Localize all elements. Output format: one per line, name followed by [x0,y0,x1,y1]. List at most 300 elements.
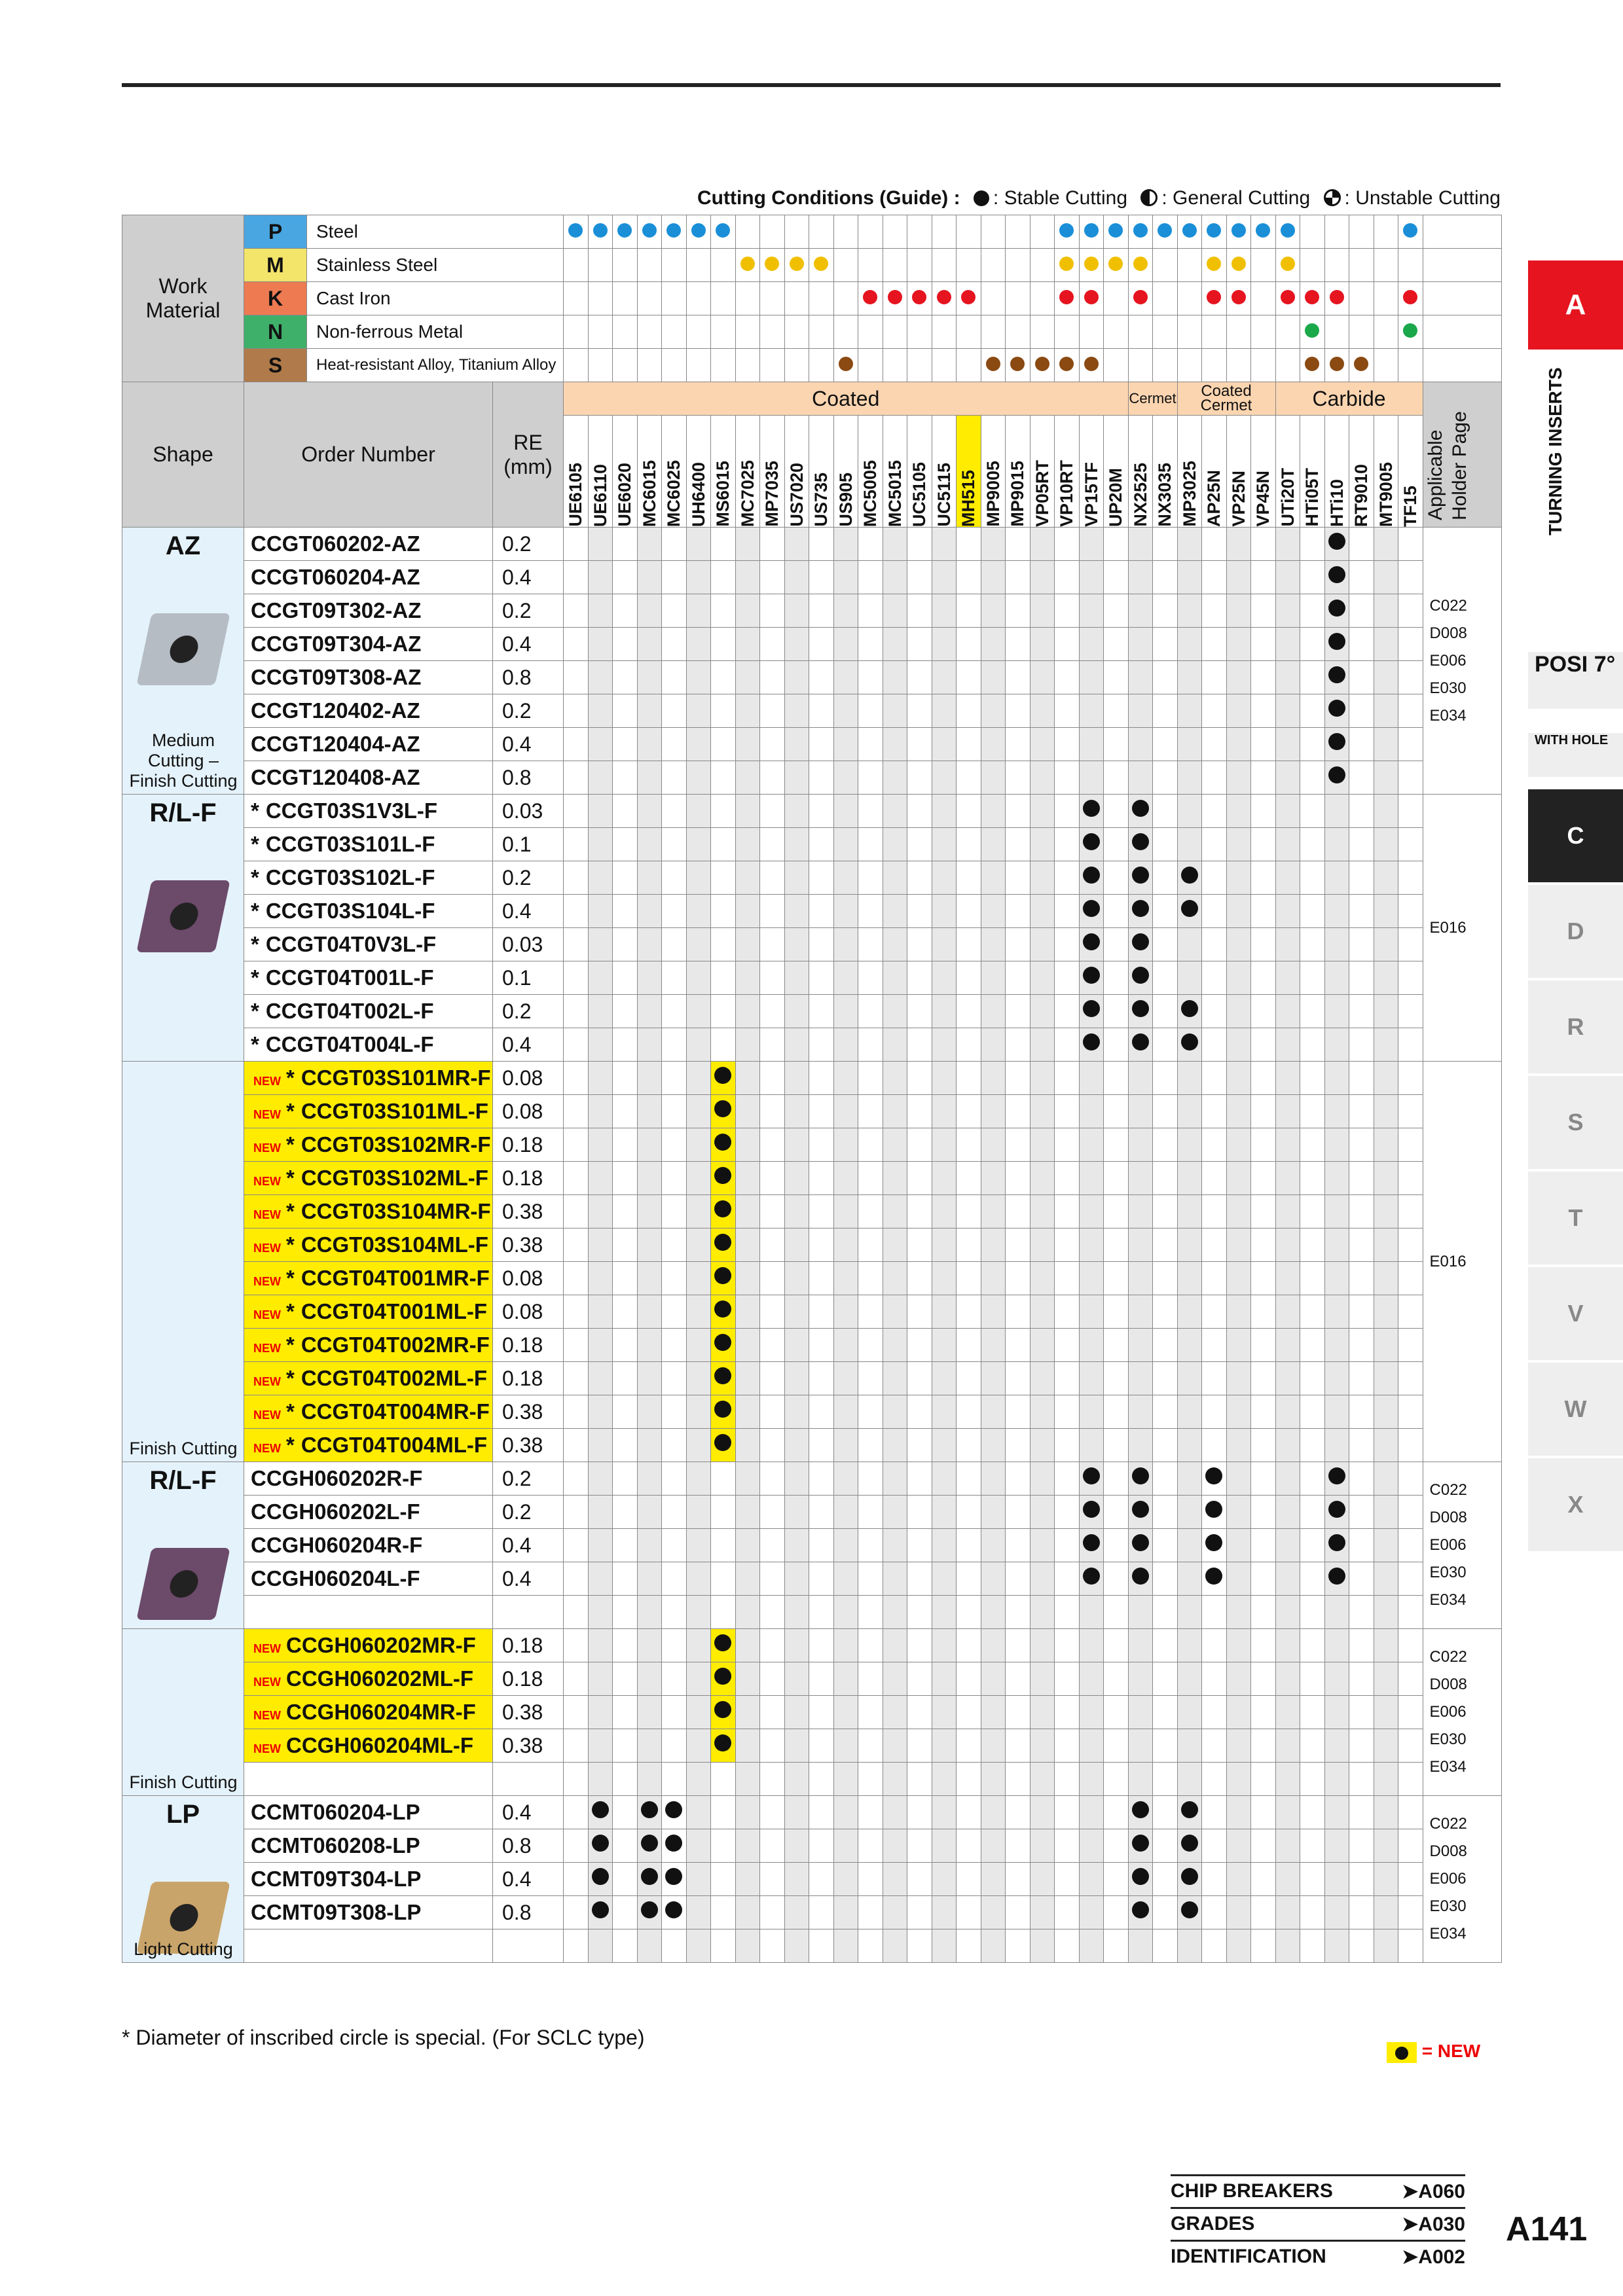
grade-cell [1275,1763,1300,1796]
grade-cell [858,728,883,761]
order-number[interactable]: CCGT03S102MR-F [301,1132,491,1157]
grade-cell [981,1529,1006,1562]
tab-shape-c[interactable]: C [1528,789,1623,884]
grade-cell [833,528,858,561]
material-grade-cell [735,282,760,315]
tab-shape-r[interactable]: R [1528,980,1623,1075]
grade-cell [686,1329,711,1362]
grade-cell [1128,1429,1153,1462]
stable-dot-icon [1132,900,1149,917]
stable-dot-icon [1083,1501,1100,1518]
material-grade-cell [1398,249,1423,282]
grade-cell [686,961,711,995]
grade-cell [883,728,907,761]
order-number[interactable]: CCGT120408-AZ [251,765,420,789]
grade-cell [1324,828,1349,861]
reference-link[interactable] [1171,2174,1465,2207]
grade-cell [1079,1128,1104,1162]
material-grade-cell [1202,282,1227,315]
order-number[interactable]: CCGT03S102ML-F [301,1166,488,1190]
grade-cell [809,1496,834,1529]
order-number[interactable]: CCGT03S102L-F [265,865,435,889]
order-number[interactable]: CCMT09T308-LP [251,1900,422,1924]
material-grade-cell [564,215,589,249]
grade-cell [1349,1829,1374,1863]
grade-cell [1275,761,1300,795]
order-number[interactable]: CCGT04T004MR-F [301,1399,490,1424]
grade-cell [858,1095,883,1128]
grade-cell [1079,1262,1104,1295]
grade-cell [932,1863,957,1896]
grade-cell [564,861,589,895]
grade-cell [1349,861,1374,895]
table-row [122,995,1502,1028]
re-value: 0.4 [493,561,564,594]
grade-cell [564,594,589,628]
grade-cell [637,1429,662,1462]
grade-cell [784,1662,809,1696]
grade-cell [809,1262,834,1295]
grade-cell [1177,1629,1202,1662]
grade-cell [932,928,957,961]
grade-cell [957,1462,981,1496]
grade-cell [1104,1929,1129,1963]
grade-cell [1324,1829,1349,1863]
material-grade-cell [858,315,883,349]
grade-cell [1079,828,1104,861]
grade-cell [1030,1062,1055,1095]
grade-cell [957,861,981,895]
tab-posi[interactable]: POSI 7° [1528,652,1623,711]
order-number[interactable]: CCMT060204-LP [251,1800,420,1824]
order-number[interactable]: CCGT04T001MR-F [301,1266,490,1290]
material-grade-cell [809,315,834,349]
grade-cell [1128,1362,1153,1395]
order-number[interactable]: CCMT09T304-LP [251,1867,422,1891]
grade-cell [1006,1829,1030,1863]
grade-cell [1226,1462,1251,1496]
order-number[interactable]: CCGT04T001ML-F [301,1299,488,1323]
order-number[interactable]: CCGH060204ML-F [286,1733,474,1757]
special-star: * [251,832,259,856]
grade-cell [1055,1362,1080,1395]
order-number[interactable]: CCGT04T002L-F [265,999,434,1023]
tab-shape-d[interactable]: D [1528,885,1623,980]
grade-cell [1275,1395,1300,1429]
grade-cell [637,1629,662,1662]
grade-cell [833,1262,858,1295]
grade-cell [1226,1128,1251,1162]
grade-cell [1398,1496,1423,1529]
grade-cell [1398,761,1423,795]
grade-cell [564,561,589,594]
grade-cell [1251,661,1276,694]
grade-cell [957,828,981,861]
grade-cell [1128,1295,1153,1329]
table-row [122,1462,1502,1496]
order-number[interactable]: CCGT04T001L-F [265,965,434,990]
material-dot-icon [1256,223,1270,238]
grade-cell [1349,728,1374,761]
order-number[interactable]: CCGT09T302-AZ [251,598,422,622]
grade-cell [1128,1229,1153,1262]
grade-cell [1030,1462,1055,1496]
grade-cell [1251,728,1276,761]
grade-cell [1104,661,1129,694]
grade-cell [981,1829,1006,1863]
grade-cell [711,1028,736,1062]
grade-cell [735,1028,760,1062]
grade-header [1030,416,1055,528]
re-value: 0.08 [493,1262,564,1295]
order-number[interactable]: CCGT060202-AZ [251,531,420,556]
legend-dot-icon [1395,2047,1408,2060]
order-number[interactable]: CCGT09T304-AZ [251,632,422,656]
grade-cell [1324,694,1349,728]
grade-cell [1300,1062,1325,1095]
grade-cell [735,661,760,694]
stable-dot-icon [1132,1467,1149,1484]
grade-cell [932,661,957,694]
grade-cell [833,1229,858,1262]
grade-cell [1153,1429,1178,1462]
grade-cell [907,1095,932,1128]
tab-shape-t[interactable]: T [1528,1172,1623,1266]
order-number[interactable]: CCGH060202L-F [251,1499,420,1524]
grade-cell [981,1462,1006,1496]
order-number[interactable]: CCGT04T004ML-F [301,1433,488,1457]
grade-cell [809,1863,834,1896]
material-grade-cell [662,315,687,349]
grade-cell [1030,628,1055,661]
grade-cell [784,1262,809,1295]
order-number[interactable]: CCGT03S101L-F [265,832,435,856]
grade-cell [883,1896,907,1929]
grade-cell [784,1562,809,1596]
re-value: 0.03 [493,928,564,961]
grade-cell [1030,1896,1055,1929]
grade-cell [1275,1696,1300,1729]
grade-cell [1079,1429,1104,1462]
stable-dot-icon [1181,1835,1198,1852]
grade-cell [1128,1896,1153,1929]
grade-cell [932,1796,957,1829]
order-number[interactable]: CCGT04T0V3L-F [265,932,437,956]
tab-shape-w[interactable]: W [1528,1363,1623,1458]
grade-cell [588,1329,613,1362]
stable-dot-icon [1328,733,1345,750]
grade-cell [1177,1796,1202,1829]
order-number[interactable]: CCGH060204L-F [251,1566,420,1590]
reference-link[interactable] [1171,2207,1465,2240]
order-number-cell [244,1829,493,1863]
grade-cell [711,1896,736,1929]
grade-cell [809,561,834,594]
order-number[interactable]: CCGT04T002MR-F [301,1333,490,1357]
grade-cell [588,528,613,561]
grade-header [1079,416,1104,528]
material-dot-icon [1010,357,1025,371]
grade-cell [1006,1395,1030,1429]
grade-cell [981,1162,1006,1195]
work-material-row [122,349,1502,382]
reference-link[interactable] [1171,2240,1465,2272]
grade-cell [1275,628,1300,661]
grade-cell [1324,761,1349,795]
material-grade-cell [1079,215,1104,249]
material-grade-cell [883,349,907,382]
holder-pages[interactable]: C022 D008 E006 E030 E034 [1429,1481,1467,1609]
grade-cell [1300,1128,1325,1162]
material-grade-cell [1202,349,1227,382]
grade-cell [1398,1929,1423,1963]
grade-cell [1079,795,1104,828]
table-row [122,1095,1502,1128]
grade-cell [907,928,932,961]
grade-cell [858,1629,883,1662]
grade-cell [981,861,1006,895]
grade-cell [1374,861,1398,895]
grade-cell [711,1662,736,1696]
grade-cell [1030,1095,1055,1128]
material-dot-icon [1305,357,1319,371]
grade-cell [858,1662,883,1696]
grade-cell [662,1128,687,1162]
grade-cell [981,1696,1006,1729]
grade-cell [1202,1562,1227,1596]
order-number[interactable]: CCGT03S104L-F [265,899,435,923]
grade-cell [784,628,809,661]
material-grade-cell [760,315,785,349]
grade-cell [1202,1763,1227,1796]
grade-cell [1006,1295,1030,1329]
grade-cell [957,1095,981,1128]
material-grade-cell [1006,215,1030,249]
holder-pages[interactable]: C022 D008 E006 E030 E034 [1429,596,1467,725]
grade-cell [957,995,981,1028]
grade-cell [711,1095,736,1128]
order-number[interactable]: CCGT04T004L-F [265,1032,434,1056]
grade-cell [981,594,1006,628]
holder-page-header [1423,382,1501,528]
stable-dot-icon [714,1734,731,1751]
table-row [122,1763,1502,1796]
grade-cell [809,728,834,761]
re-value [493,1596,564,1629]
order-number[interactable]: CCGT09T308-AZ [251,665,422,689]
grade-cell [1202,1128,1227,1162]
stable-dot-icon [592,1901,609,1918]
grade-cell [1006,1763,1030,1796]
grade-cell [735,1195,760,1229]
order-number-cell [244,1929,493,1963]
grade-cell [907,728,932,761]
grade-cell [662,1562,687,1596]
material-grade-cell [1324,282,1349,315]
grade-cell [957,661,981,694]
grade-cell [1275,1462,1300,1496]
material-grade-cell [1079,315,1104,349]
grade-cell [760,1729,785,1763]
grade-cell [1104,1095,1129,1128]
holder-page-cell [1423,1796,1501,1963]
re-value [493,1763,564,1796]
grade-cell [1055,1796,1080,1829]
tab-shape-s[interactable]: S [1528,1076,1623,1171]
grade-cell [907,1329,932,1362]
material-dot-icon [790,257,804,271]
grade-cell [760,1829,785,1863]
re-value: 0.18 [493,1362,564,1395]
grade-cell [760,961,785,995]
order-number-cell [244,1128,493,1162]
grade-cell [637,1329,662,1362]
grade-cell [1324,728,1349,761]
material-grade-cell [711,282,736,315]
grade-header [1006,416,1030,528]
grade-cell [1128,761,1153,795]
section-tab-a[interactable]: A [1528,260,1623,350]
order-number[interactable]: CCGH060202MR-F [286,1633,476,1657]
grade-header [957,416,981,528]
grade-cell [1398,728,1423,761]
grade-cell [1398,795,1423,828]
material-grade-cell [833,215,858,249]
grade-cell [1300,1863,1325,1896]
material-grade-cell [883,215,907,249]
grade-cell [637,1896,662,1929]
order-number[interactable]: CCGT03S1V3L-F [265,798,438,823]
grade-cell [1275,661,1300,694]
legend-stable: : Stable Cutting [993,187,1128,209]
material-grade-cell [1202,215,1227,249]
grade-cell [858,694,883,728]
order-number[interactable]: CCGT03S101ML-F [301,1099,488,1123]
grade-cell [1153,1295,1178,1329]
grade-cell [760,1262,785,1295]
stable-dot-icon [592,1801,609,1818]
re-value: 0.38 [493,1729,564,1763]
grade-cell [760,1162,785,1195]
grade-cell [1030,1796,1055,1829]
stable-dot-icon [1328,1534,1345,1551]
order-number[interactable]: CCGT03S101MR-F [301,1066,491,1090]
grade-cell [686,1929,711,1963]
re-value: 0.18 [493,1329,564,1362]
re-header [493,382,564,528]
grade-cell [1226,1262,1251,1295]
order-number[interactable]: CCGT120404-AZ [251,732,420,756]
stable-dot-icon [1181,867,1198,884]
grade-cell [1349,561,1374,594]
order-number[interactable]: CCGH060204R-F [251,1533,423,1557]
grade-cell [711,594,736,628]
material-name: Cast Iron [307,282,564,315]
grade-cell [907,1562,932,1596]
grade-cell [1079,1529,1104,1562]
material-grade-cell [1398,349,1423,382]
grade-cell [1079,1662,1104,1696]
grade-cell [809,961,834,995]
grade-cell [662,1529,687,1562]
grade-cell [1349,995,1374,1028]
grade-cell [1055,1562,1080,1596]
grade-cell [1079,1195,1104,1229]
material-grade-cell [784,249,809,282]
material-grade-cell [760,282,785,315]
grade-cell [1251,1896,1276,1929]
grade-header [883,416,907,528]
grade-cell [588,1362,613,1395]
grade-cell [833,628,858,661]
tab-shape-x[interactable]: X [1528,1458,1623,1553]
grade-cell [637,1929,662,1963]
grade-cell [686,1062,711,1095]
order-number[interactable]: CCGT060204-AZ [251,565,420,589]
grade-cell [1324,1596,1349,1629]
grade-cell [1202,761,1227,795]
grade-cell [1300,1896,1325,1929]
grade-cell [1275,1596,1300,1629]
holder-pages[interactable]: C022 D008 E006 E030 E034 [1429,1648,1467,1776]
order-number-header: Order Number [244,382,493,528]
grade-cell [686,1462,711,1496]
material-grade-cell [1104,249,1129,282]
grade-cell [883,795,907,828]
order-number[interactable]: CCGT04T002ML-F [301,1366,488,1390]
grade-cell [588,961,613,995]
grade-cell [1374,1729,1398,1763]
grade-cell [809,1229,834,1262]
grade-cell [1104,995,1129,1028]
grade-cell [1251,1596,1276,1629]
order-number[interactable]: CCGH060204MR-F [286,1700,476,1724]
grade-cell [686,795,711,828]
holder-pages[interactable]: E016 [1429,1252,1467,1270]
grade-cell [637,761,662,795]
grade-cell [1104,1429,1129,1462]
order-number[interactable]: CCGH060202R-F [251,1466,423,1490]
grade-cell [1177,1863,1202,1896]
grade-cell [1300,694,1325,728]
holder-pages[interactable]: E016 [1429,918,1467,937]
order-number[interactable]: CCGT03S104MR-F [301,1199,491,1223]
grade-cell [686,561,711,594]
grade-cell [784,594,809,628]
grade-cell [809,1062,834,1095]
grade-cell [809,895,834,928]
grade-cell [1275,1496,1300,1529]
grade-cell [907,1295,932,1329]
order-number[interactable]: CCMT060208-LP [251,1833,420,1857]
grade-cell [1153,1395,1178,1429]
order-number[interactable]: CCGH060202ML-F [286,1666,474,1691]
order-number[interactable]: CCGT03S104ML-F [301,1232,488,1257]
stable-dot-icon [1083,800,1100,817]
order-number[interactable]: CCGT120402-AZ [251,698,420,723]
grade-cell [833,1362,858,1395]
grade-cell [1275,961,1300,995]
tab-shape-v[interactable]: V [1528,1267,1623,1362]
holder-pages[interactable]: C022 D008 E006 E030 E034 [1429,1815,1467,1943]
grade-cell [932,995,957,1028]
tab-with-hole[interactable]: WITH HOLE [1528,733,1623,779]
grade-cell [760,728,785,761]
grade-cell [1374,995,1398,1028]
new-badge: NEW [251,1342,283,1355]
grade-cell [1177,1362,1202,1395]
grade-cell [1202,1195,1227,1229]
